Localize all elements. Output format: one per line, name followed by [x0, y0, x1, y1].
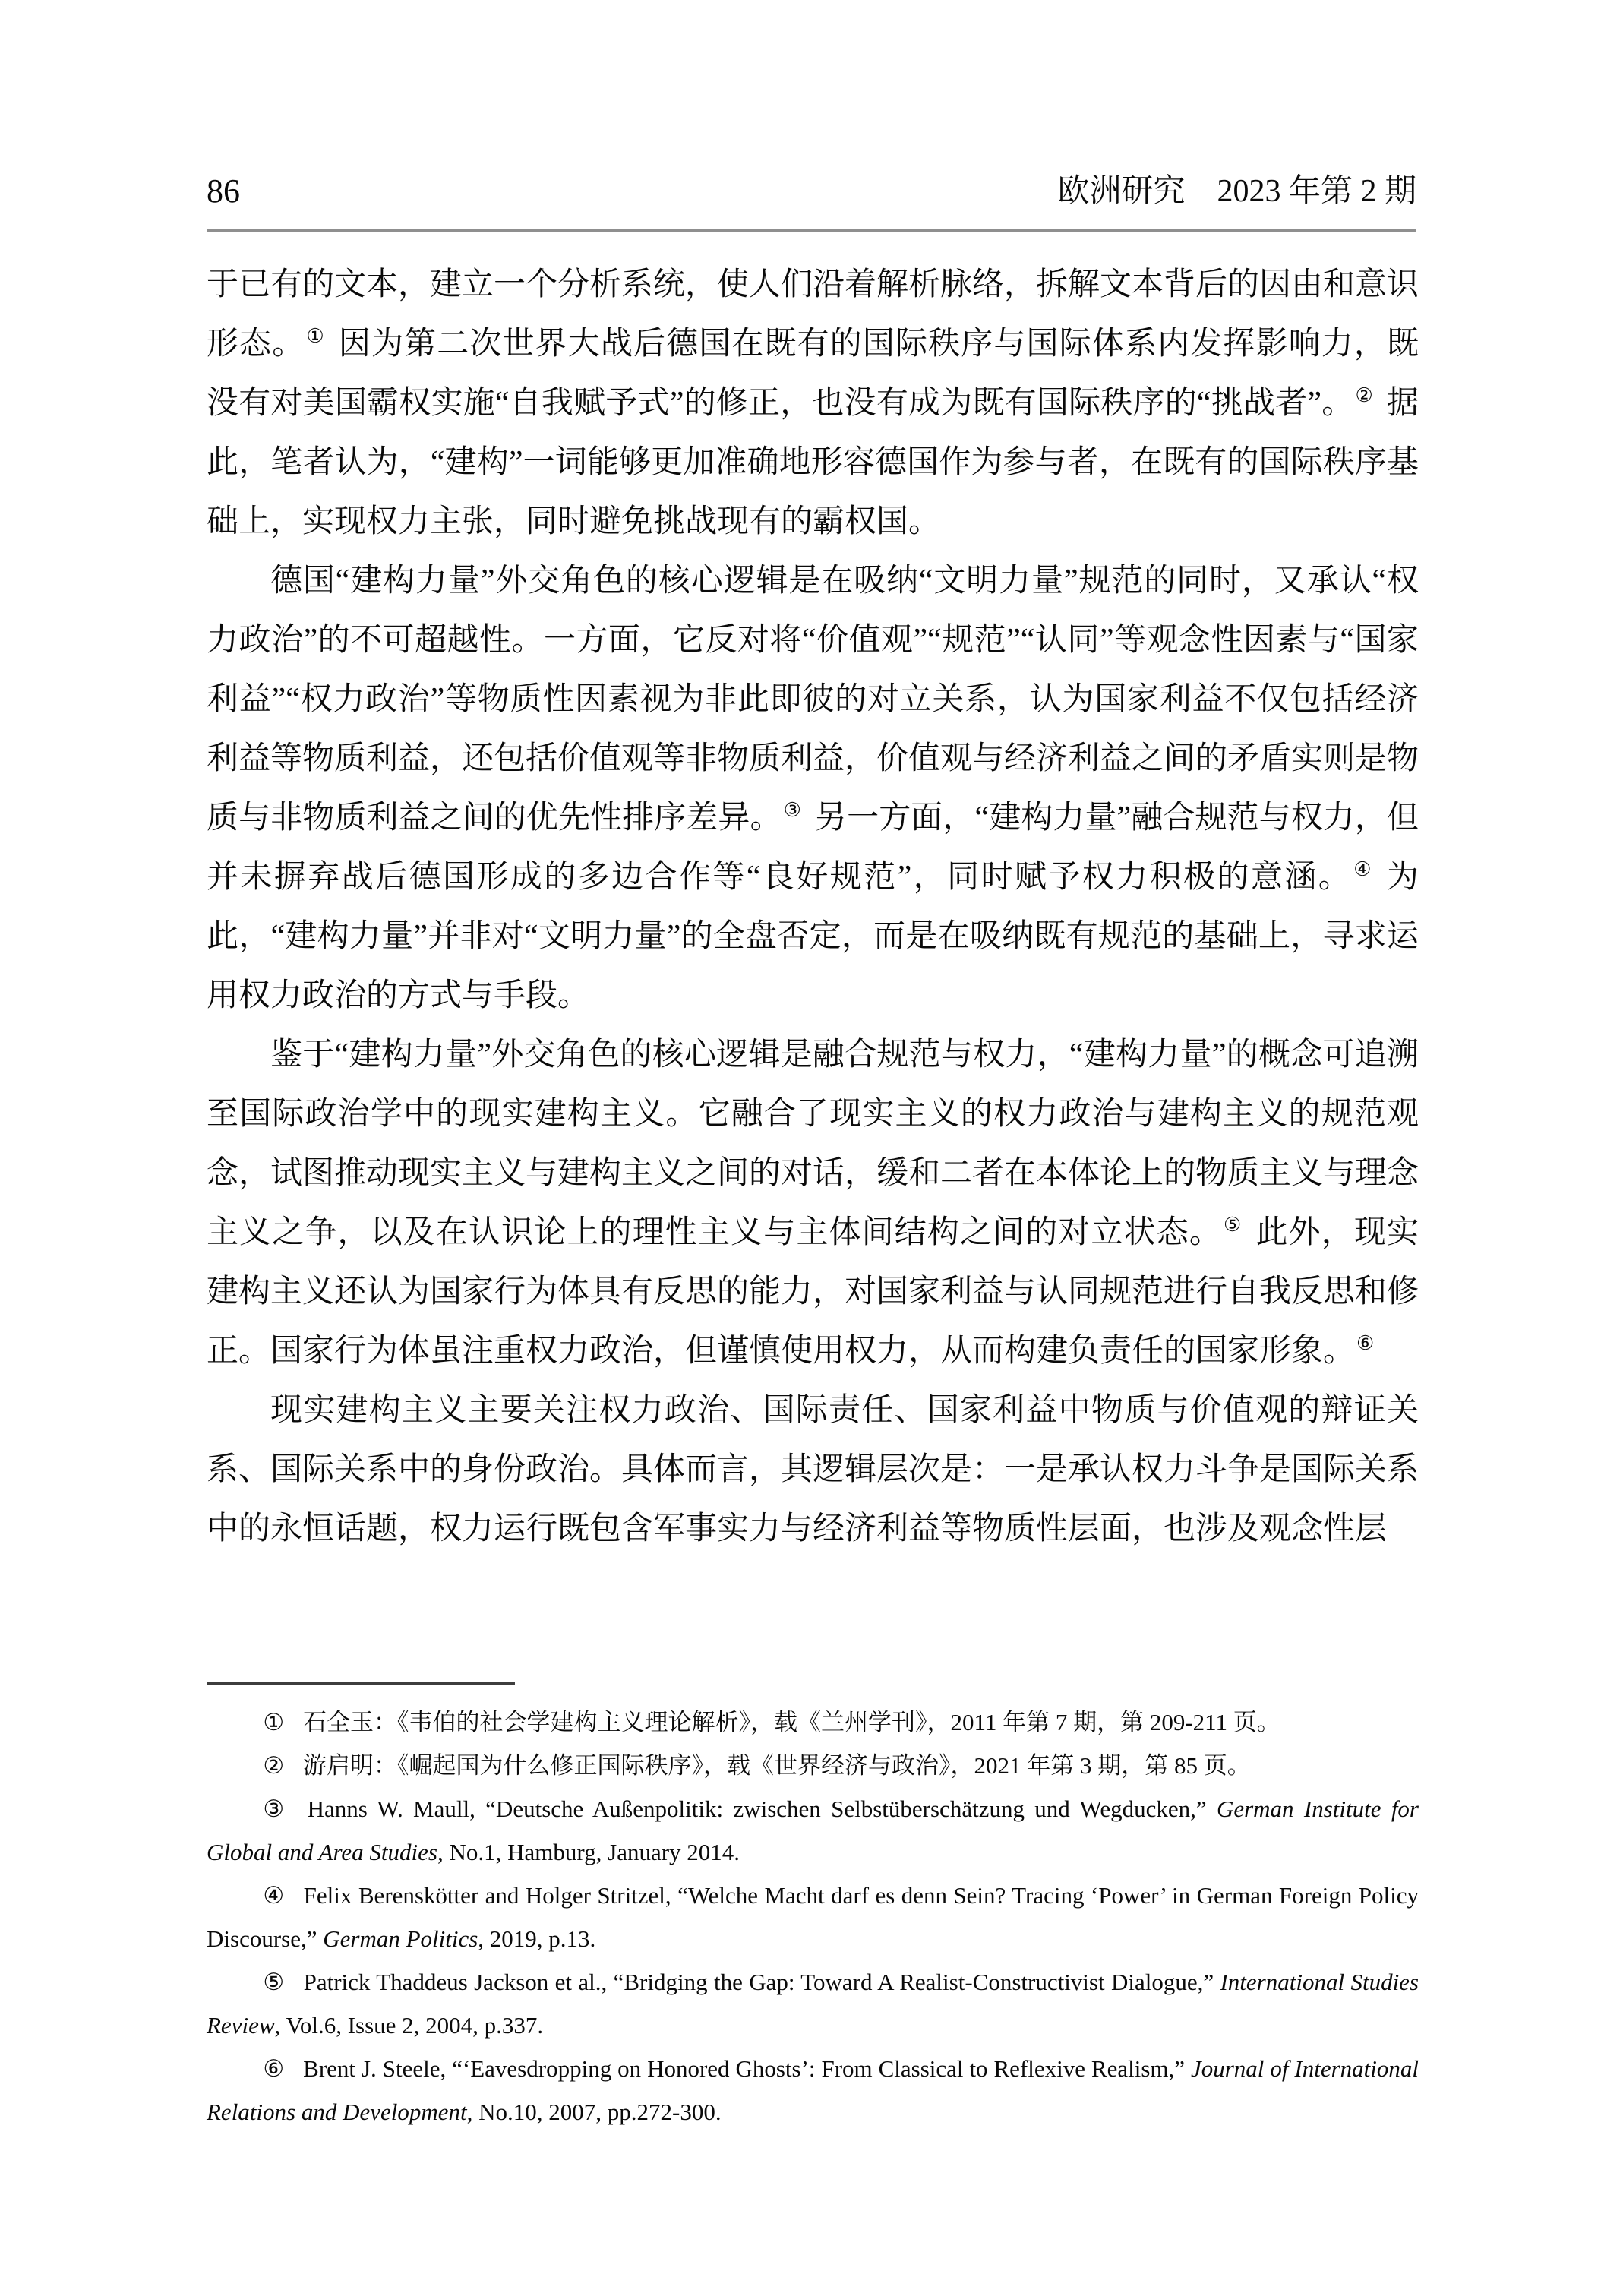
body-text: [207, 255, 1419, 1559]
header-rule: [207, 229, 1416, 232]
page-number: 86: [207, 172, 240, 210]
footnote-5-marker: ⑤: [263, 1969, 285, 1995]
footnote-3-marker: ③: [263, 1795, 289, 1822]
footnote-4: [207, 1874, 1419, 1960]
footnote-3-text: Hanns W. Maull, “Deutsche Außenpolitik: zwischen Selbstüberschätzung und Wegducken,”: [307, 1795, 1217, 1822]
paragraph-1-text: 据此，笔者认为，“建构”一词能够更加准确地形容德国作为参与者，在既有的国际秩序基础上，实现权力主张，同时避免挑战现有的霸权国。: [207, 386, 1419, 539]
footnote-4-text: , 2019, p.13.: [478, 1925, 596, 1952]
footnote-6-text: , No.10, 2007, pp.272-300.: [466, 2099, 722, 2125]
footnotes-section: [207, 1682, 1419, 2133]
footnote-3-text: , No.1, Hamburg, January 2014.: [437, 1839, 740, 1865]
paragraph-1-text: 因为第二次世界大战后德国在既有的国际秩序与国际体系内发挥影响力，既没有对美国霸权实施“自我赋予式”的修正，也没有成为既有国际秩序的“挑战者”。: [207, 327, 1419, 421]
paragraph-3-text: 鉴于“建构力量”外交角色的核心逻辑是融合规范与权力，“建构力量”的概念可追溯至国际政治学中的现实建构主义。它融合了现实主义的权力政治与建构主义的规范观念，试图推动现实主义与建构主义之间的对话，缓和二者在本体论上的物质主义与理念主义之争，以及在认识论上的理性主义与主体间结构之间的对立状态。: [207, 1037, 1419, 1250]
footnote-6-marker: ⑥: [263, 2055, 285, 2082]
footnote-4-text: Felix Berenskötter and Holger Stritzel, “Welche Macht darf es denn Sein? Tracing ‘Power’ in German Foreign Policy Discourse,”: [207, 1882, 1419, 1952]
footnote-6-journal: Journal of International Relations and Development: [207, 2055, 1419, 2125]
footnote-ref-1: ①: [306, 325, 325, 347]
footnote-1-marker: ①: [263, 1709, 285, 1735]
paragraph-1: [207, 255, 1419, 551]
footnote-2-text: 游启明：《崛起国为什么修正国际秩序》，载《世界经济与政治》，2021 年第 3 期，第 85 页。: [302, 1752, 1251, 1779]
paragraph-2-text: 为此，“建构力量”并非对“文明力量”的全盘否定，而是在吸纳既有规范的基础上，寻求运用权力政治的方式与手段。: [207, 860, 1419, 1013]
footnote-5-text: , Vol.6, Issue 2, 2004, p.337.: [274, 2012, 544, 2039]
footnote-3: [207, 1787, 1419, 1874]
footnote-ref-6: ⑥: [1356, 1332, 1375, 1354]
paragraph-1-text: 于已有的文本，建立一个分析系统，使人们沿着解析脉络，拆解文本背后的因由和意识形态。: [207, 267, 1419, 362]
footnote-2: [207, 1744, 1419, 1787]
paragraph-2-text: 另一方面，“建构力量”融合规范与权力，但并未摒弃战后德国形成的多边合作等“良好规范”，同时赋予权力积极的意涵。: [207, 801, 1419, 895]
footnote-5-journal: International Studies Review: [207, 1969, 1419, 2039]
paragraph-4: [207, 1381, 1419, 1559]
footnote-5: [207, 1960, 1419, 2047]
paragraph-2: [207, 551, 1419, 1025]
paragraph-4-text: 现实建构主义主要关注权力政治、国际责任、国家利益中物质与价值观的辩证关系、国际关系中的身份政治。具体而言，其逻辑层次是：一是承认权力斗争是国际关系中的永恒话题，权力运行既包含军事实力与经济利益等物质性层面，也涉及观念性层: [207, 1393, 1419, 1546]
footnote-ref-3: ③: [783, 799, 802, 821]
paragraph-3: [207, 1025, 1419, 1381]
footnote-ref-5: ⑤: [1224, 1214, 1243, 1236]
footnote-6-text: Brent J. Steele, “‘Eavesdropping on Honored Ghosts’: From Classical to Reflexive Realism,”: [303, 2055, 1191, 2082]
footnote-1-text: 石全玉：《韦伯的社会学建构主义理论解析》，载《兰州学刊》，2011 年第 7 期，第 209-211 页。: [302, 1709, 1280, 1735]
footnote-5-text: Patrick Thaddeus Jackson et al., “Bridging the Gap: Toward A Realist-Constructivist Dialogue,”: [303, 1969, 1220, 1995]
footnote-4-marker: ④: [263, 1882, 285, 1909]
footnote-3-journal: German Institute for Global and Area Studies: [207, 1795, 1419, 1865]
journal-header: 欧洲研究 2023 年第 2 期: [1057, 174, 1416, 209]
footnote-ref-4: ④: [1353, 858, 1373, 880]
page-header: [207, 172, 1416, 211]
footnote-ref-2: ②: [1355, 384, 1373, 406]
footnote-6: [207, 2047, 1419, 2133]
footnote-4-journal: German Politics: [323, 1925, 478, 1952]
paragraph-3-text: 此外，现实建构主义还认为国家行为体具有反思的能力，对国家利益与认同规范进行自我反思和修正。国家行为体虽注重权力政治，但谨慎使用权力，从而构建负责任的国家形象。: [207, 1215, 1419, 1369]
footnote-1: [207, 1701, 1419, 1744]
footnote-separator: [207, 1682, 515, 1685]
paragraph-2-text: 德国“建构力量”外交角色的核心逻辑是在吸纳“文明力量”规范的同时，又承认“权力政治”的不可超越性。一方面，它反对将“价值观”“规范”“认同”等观念性因素与“国家利益”“权力政治”等物质性因素视为非此即彼的对立关系，认为国家利益不仅包括经济利益等物质利益，还包括价值观等非物质利益，价值观与经济利益之间的矛盾实则是物质与非物质利益之间的优先性排序差异。: [207, 564, 1419, 835]
footnote-2-marker: ②: [263, 1752, 285, 1779]
